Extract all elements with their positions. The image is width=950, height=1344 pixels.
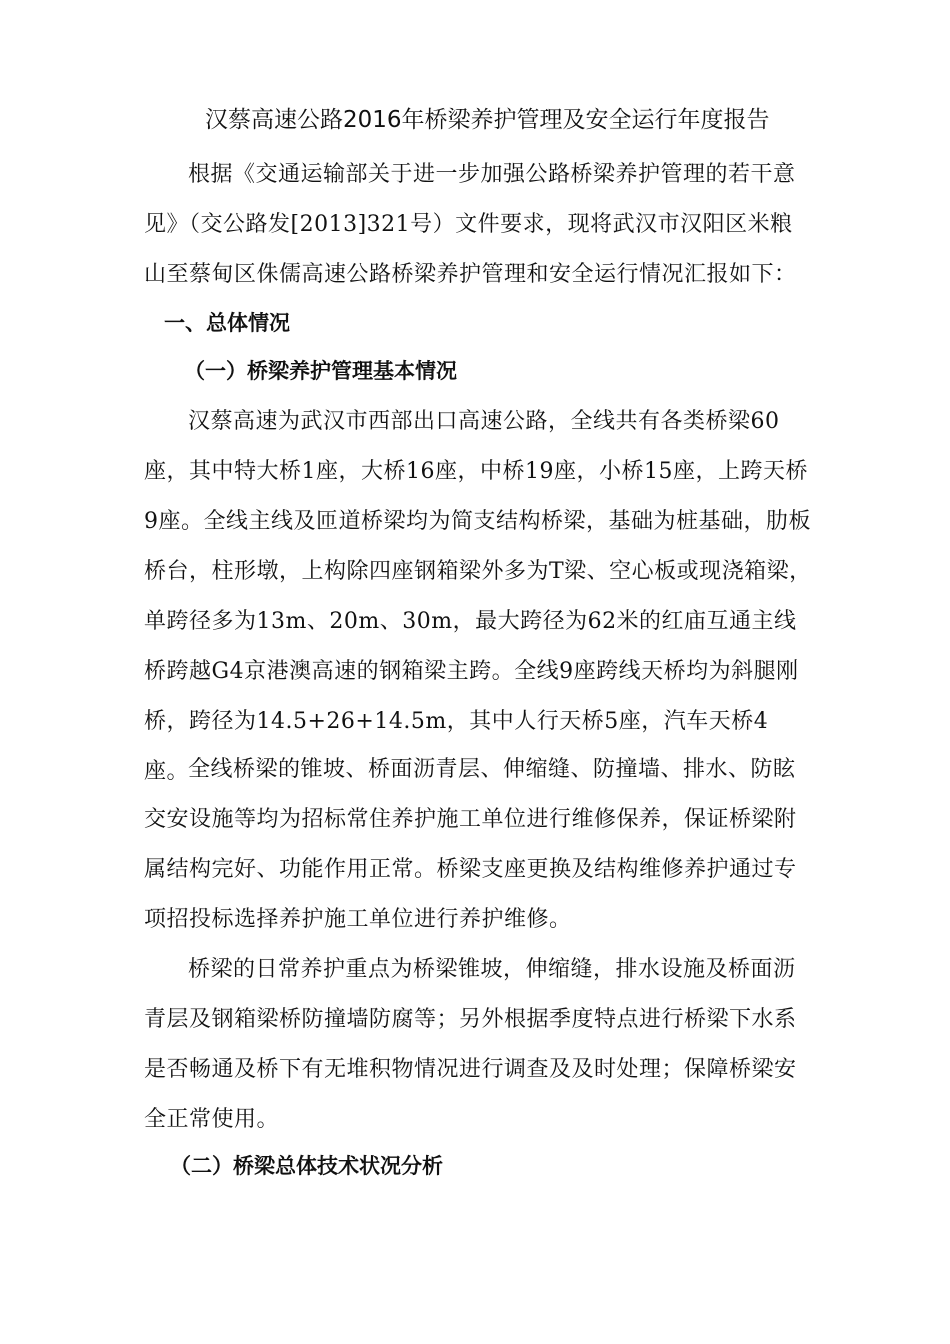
paragraph-text: 桥梁的日常养护重点为桥梁锥坡，伸缩缝，排水设施及桥面沥青层及钢箱梁桥防撞墙防腐等；另外根据季度特点进行桥梁下水系是否畅通及桥下有无堆积物情况进行调查及及时处理；保障桥梁安全正常使用。 bbox=[144, 957, 797, 1132]
intro-paragraph bbox=[144, 150, 812, 300]
paragraph-text: 全线桥梁的锥坡、桥面沥青层、伸缩缝、防撞墙、排水、防眩交安设施等均为招标常住养护施工单位进行维修保养，保证桥梁附属结构完好、功能作用正常。桥梁支座更换及结构维修养护通过专项招投标选择养护施工单位进行养护维修。 bbox=[144, 757, 797, 932]
paragraph-daily-maintenance bbox=[144, 945, 812, 1145]
subsection-heading-maintenance: （一）桥梁养护管理基本情况 bbox=[184, 359, 457, 383]
paragraph-bridge-overview bbox=[144, 397, 812, 797]
paragraph-maintenance-units bbox=[144, 745, 812, 945]
section-heading-overview: 一、总体情况 bbox=[164, 311, 290, 335]
paragraph-text: 汉蔡高速为武汉市西部出口高速公路，全线共有各类桥梁60座，其中特大桥1座，大桥16座，中桥19座，小桥15座，上跨天桥9座。全线主线及匝道桥梁均为简支结构桥梁，基础为桩基础，肋板桥台，柱形墩，上构除四座钢箱梁外多为T梁、空心板或现浇箱梁，单跨径多为13m、20m、30m，最大跨径为62米的红庙互通主线桥跨越G4京港澳高速的钢箱梁主跨。全线9座跨线天桥均为斜腿刚桥，跨径为14.5+26+14.5m，其中人行天桥5座，汽车天桥4座。 bbox=[144, 409, 812, 784]
intro-text: 根据《交通运输部关于进一步加强公路桥梁养护管理的若干意见》（交公路发[2013]321号）文件要求，现将武汉市汉阳区米粮山至蔡甸区侏儒高速公路桥梁养护管理和安全运行情况汇报如下： bbox=[144, 162, 797, 287]
subsection-heading-technical-status: （二）桥梁总体技术状况分析 bbox=[170, 1154, 443, 1178]
document-title: 汉蔡高速公路2016年桥梁养护管理及安全运行年度报告 bbox=[205, 107, 770, 133]
